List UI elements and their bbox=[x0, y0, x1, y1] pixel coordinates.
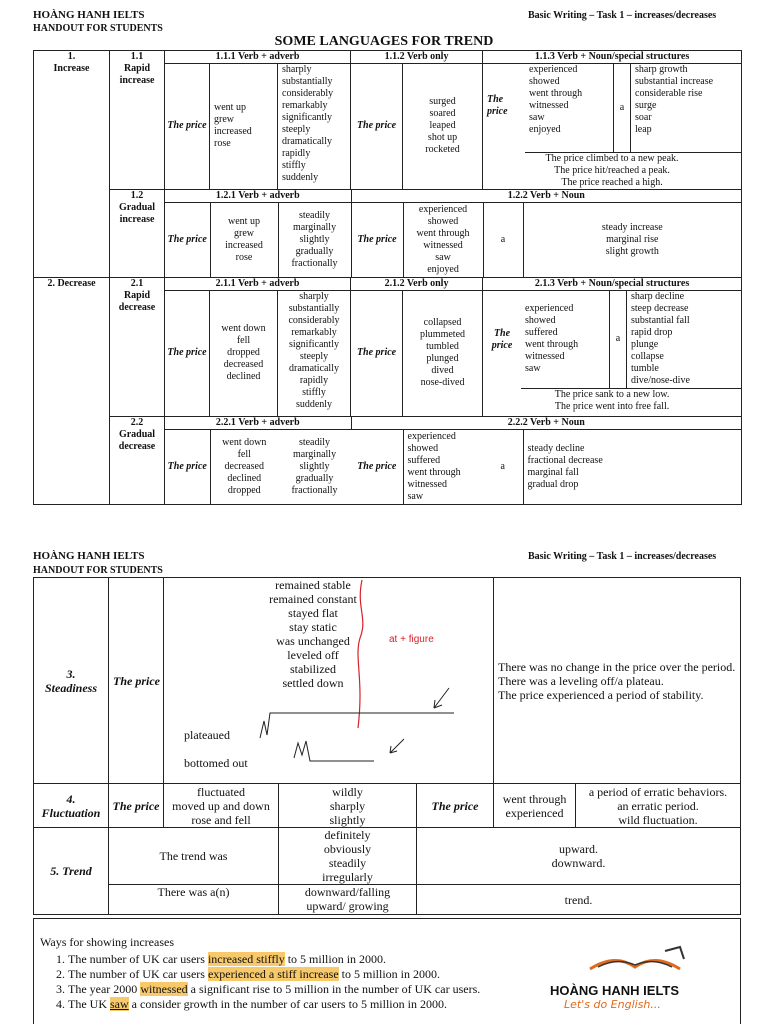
list-item: 3. The year 2000 witnessed a significant rise to 5 million in the number of UK car users. bbox=[68, 982, 538, 997]
increase-label: 1. Increase bbox=[34, 51, 110, 278]
dec-rapid-adverbs: sharply substantially considerably remarkably significantly steeply dramatically rapidly stiffly suddenly bbox=[278, 290, 351, 416]
inc-grad-nverbs: experienced showed went through witnessed saw enjoyed bbox=[403, 202, 483, 277]
subject: The price bbox=[357, 460, 397, 472]
header-course-2: Basic Writing – Task 1 – increases/decreases bbox=[528, 551, 717, 562]
gradual-decrease-label: 2.2 Gradual decrease bbox=[110, 416, 165, 504]
subject: The price bbox=[487, 94, 508, 117]
list-item: 2. The number of UK car users experienced a stiff increase to 5 million in 2000. bbox=[68, 967, 538, 982]
trend-directions: upward. downward. bbox=[417, 828, 741, 885]
subject: The price bbox=[167, 233, 207, 245]
inc-grad-verbs: went up grew increased rose bbox=[210, 202, 278, 277]
trend-adverbs: definitely obviously steadily irregularly bbox=[279, 828, 417, 885]
fluct-nouns: a period of erratic behaviors. an erratic period. wild fluctuation. bbox=[576, 784, 741, 828]
header-school: HOÀNG HANH IELTS bbox=[33, 9, 145, 21]
h-221: 2.2.1 Verb + adverb bbox=[165, 417, 351, 430]
rapid-decrease-label: 2.1 Rapid decrease bbox=[110, 277, 165, 416]
subject: The price bbox=[417, 784, 494, 828]
subject: The price bbox=[165, 64, 210, 190]
ways-title: Ways for showing increases bbox=[40, 935, 174, 949]
dec-grad-adverbs: steadily marginally slightly gradually fractionally bbox=[291, 436, 338, 496]
page-title: SOME LANGUAGES FOR TREND bbox=[274, 34, 494, 49]
fluctuation-label: 4. Fluctuation bbox=[34, 784, 109, 828]
steady-verbs: remained stable remained constant stayed flat stay static was unchanged leveled off stabilized settled down bbox=[269, 578, 357, 690]
inc-rapid-nverbs: experienced showed went through witnessed saw enjoyed bbox=[525, 64, 614, 152]
ways-list bbox=[34, 952, 538, 1012]
header-subtitle-2: HANDOUT FOR STUDENTS bbox=[33, 565, 163, 576]
header-school-2: HOÀNG HANH IELTS bbox=[33, 550, 145, 562]
dec-rapid-vonly: collapsed plummeted tumbled plunged dived nose-dived bbox=[403, 290, 483, 416]
inc-rapid-nouns: sharp growth substantial increase considerable rise surge soar leap bbox=[631, 64, 742, 152]
dec-rapid-special: The price sank to a new low. The price went into free fall. bbox=[554, 389, 670, 412]
dec-grad-nouns: steady decline fractional decrease marginal fall gradual drop bbox=[523, 429, 741, 504]
list-item: 1. The number of UK car users increased stiffly to 5 million in 2000. bbox=[68, 952, 538, 967]
inc-rapid-adverbs: sharply substantially considerably remarkably significantly steeply dramatically rapidly stiffly suddenly bbox=[278, 64, 351, 190]
gradual-increase-label: 1.2 Gradual increase bbox=[110, 189, 165, 277]
logo-name: HOÀNG HANH IELTS bbox=[550, 983, 680, 998]
fluct-adverbs: wildly sharply slightly bbox=[279, 784, 417, 828]
steady-sentences: There was no change in the price over the period. There was a leveling off/a plateau. The price experienced a period of stability. bbox=[494, 578, 741, 784]
dec-rapid-nverbs: experienced showed suffered went through witnessed saw bbox=[521, 291, 610, 389]
dec-grad-verbs: went down fell decreased declined dropped bbox=[210, 429, 278, 504]
article: a bbox=[614, 64, 631, 152]
subject: The price bbox=[109, 578, 164, 784]
header-subtitle: HANDOUT FOR STUDENTS bbox=[33, 23, 163, 34]
trend-row2: There was a(n) bbox=[109, 885, 279, 915]
logo-tagline: Let's do English... bbox=[564, 998, 661, 1011]
trend-table-2 bbox=[33, 577, 741, 915]
h-122: 1.2.2 Verb + Noun bbox=[351, 190, 741, 203]
annotation-note: at + figure bbox=[389, 634, 434, 645]
subject: The price bbox=[491, 327, 513, 351]
fluct-nverbs: went through experienced bbox=[494, 784, 576, 828]
steadiness-label: 3. Steadiness bbox=[34, 578, 109, 784]
trend-table bbox=[33, 50, 742, 505]
subject: The price bbox=[167, 460, 207, 472]
subject: The price bbox=[109, 784, 164, 828]
subject: The price bbox=[351, 202, 403, 277]
subject: The price bbox=[165, 290, 210, 416]
bottomed-label: bottomed out bbox=[184, 756, 248, 770]
h-112: 1.1.2 Verb only bbox=[351, 51, 483, 64]
h-113: 1.1.3 Verb + Noun/special structures bbox=[483, 51, 742, 64]
h-121: 1.2.1 Verb + adverb bbox=[165, 190, 351, 203]
decrease-label: 2. Decrease bbox=[34, 277, 110, 504]
logo bbox=[550, 983, 710, 1011]
inc-rapid-special: The price climbed to a new peak. The price hit/reached a peak. The price reached a high. bbox=[545, 152, 679, 188]
trend-adjectives: downward/falling upward/ growing bbox=[279, 885, 417, 915]
fluct-verbs: fluctuated moved up and down rose and fell bbox=[164, 784, 279, 828]
inc-rapid-vonly: surged soared leaped shot up rocketed bbox=[403, 64, 483, 190]
trend-label: 5. Trend bbox=[34, 828, 109, 915]
h-111: 1.1.1 Verb + adverb bbox=[165, 51, 351, 64]
trend-sketch bbox=[254, 683, 464, 783]
trend-row1: The trend was bbox=[109, 828, 279, 885]
subject: The price bbox=[351, 64, 403, 190]
h-222: 2.2.2 Verb + Noun bbox=[351, 417, 741, 430]
book-icon bbox=[580, 945, 690, 975]
inc-grad-adverbs: steadily marginally slightly gradually fractionally bbox=[278, 202, 351, 277]
inc-rapid-verbs: went up grew increased rose bbox=[210, 64, 278, 190]
h-211: 2.1.1 Verb + adverb bbox=[165, 277, 351, 290]
h-213: 2.1.3 Verb + Noun/special structures bbox=[483, 277, 742, 290]
list-item: 4. The UK saw a consider growth in the number of car users to 5 million in 2000. bbox=[68, 997, 538, 1012]
header-course: Basic Writing – Task 1 – increases/decreases bbox=[528, 10, 717, 21]
article: a bbox=[483, 202, 523, 277]
inc-grad-nouns: steady increase marginal rise slight growth bbox=[523, 202, 741, 277]
plateaued-label: plateaued bbox=[184, 728, 230, 742]
article: a bbox=[500, 460, 505, 472]
article: a bbox=[610, 291, 627, 389]
rapid-increase-label: 1.1 Rapid increase bbox=[110, 51, 165, 190]
h-212: 2.1.2 Verb only bbox=[351, 277, 483, 290]
subject: The price bbox=[351, 290, 403, 416]
dec-rapid-nouns: sharp decline steep decrease substantial fall rapid drop plunge collapse tumble dive/nose-dive bbox=[627, 291, 742, 389]
dec-grad-nverbs: experienced showed suffered went through witnessed saw bbox=[403, 429, 483, 504]
dec-rapid-verbs: went down fell dropped decreased declined bbox=[210, 290, 278, 416]
trend-noun: trend. bbox=[417, 885, 741, 915]
